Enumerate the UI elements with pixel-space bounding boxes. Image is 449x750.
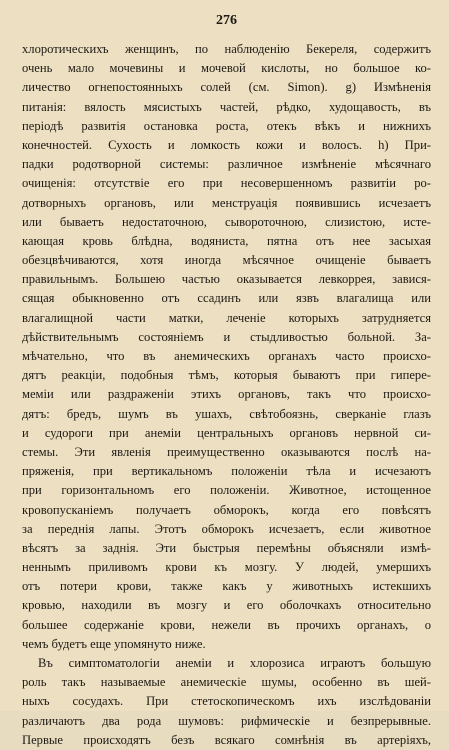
text-line: кровопусканіемъ получаетъ обморокъ, когда его повѣсятъ — [22, 502, 431, 517]
text-line: пряженія, при вертикальномъ положеніи тѣла и исчезаютъ — [22, 464, 431, 479]
text-line: дятъ: бредъ, шумъ въ ушахъ, свѣтобоязнь, сверканіе глазъ — [22, 406, 431, 421]
text-line: очищенія: отсутствіе его при несовершенномъ развитіи ро- — [22, 176, 431, 191]
text-line: обезцвѣчиваются, хотя иногда мѣсячное очищеніе бываетъ — [22, 253, 431, 268]
text-line: личество огнепостоянныхъ солей (см. Simon). g) Измѣненія — [22, 80, 431, 95]
text-line: сящая обыкновенно отъ ссадинъ или язвъ влагалища или — [22, 291, 431, 306]
text-line: конечностей. Сухость и ломкость кожи и волосъ. h) При- — [22, 137, 431, 152]
text-line: мѣчательно, что въ анемическихъ органахъ часто происхо- — [22, 349, 431, 363]
page-number: 276 — [216, 13, 237, 28]
text-line: очень мало мочевины и мочевой кислоты, но большое ко- — [22, 61, 431, 76]
text-line: отъ потери крови, также какъ у животныхъ истекшихъ — [22, 579, 431, 594]
text-line: дотворныхъ органовъ, или менструація появившись исчезаетъ — [22, 195, 431, 210]
text-line: меміи или раздраженіи этихъ органовъ, такъ что происхо- — [22, 387, 431, 402]
text-line: неннымъ приливомъ крови къ мозгу. У людей, умершихъ — [22, 560, 431, 575]
text-line: большее содержаніе крови, нежели въ прочихъ органахъ, о — [22, 617, 431, 632]
text-line: или бываетъ недостаточною, сывороточною, слизистою, исте- — [22, 214, 431, 229]
text-line: Первые происходятъ безъ всякаго сомнѣнія въ артеріяхъ, — [22, 732, 431, 747]
text-line: при горизонтальномъ его положеніи. Животное, истощенное — [22, 483, 431, 498]
text-line: дятъ реакціи, подобныя тѣмъ, которыя бываютъ при гипере- — [22, 368, 431, 383]
text-line: ныхъ сосудахъ. При стетоскопическомъ ихъ изслѣдованіи — [22, 694, 431, 709]
text-line: роль такъ называемые анемическіе шумы, особенно въ шей- — [22, 675, 431, 690]
body-text — [22, 40, 431, 750]
text-line: падки родотворной системы: различное измѣненіе мѣсячнаго — [22, 157, 431, 172]
text-line: правильнымъ. Большею частью оказывается левкоррея, завися- — [22, 272, 431, 287]
text-line: за переднія лапы. Этотъ обморокъ исчезаетъ, если животное — [22, 521, 431, 536]
text-line: Въ симптоматологіи анеміи и хлорозиса играютъ большую — [38, 656, 431, 670]
text-line: кровью, находили въ мозгу и его оболочкахъ относительно — [22, 598, 431, 613]
text-line: питанія: вялость мясистыхъ частей, рѣдко, худощавость, въ — [22, 99, 431, 114]
text-line: и судороги при анеміи центральныхъ органовъ нервной си- — [22, 425, 431, 440]
text-line: вѣсятъ за заднія. Эти быстрыя перемѣны объясняли измѣ- — [22, 540, 431, 555]
text-line: стемы. Эти явленія преимущественно оказываются послѣ на- — [22, 444, 431, 459]
text-line: кающая кровь блѣдна, водяниста, пятна отъ нее засыхая — [22, 233, 431, 248]
text-line: влагалищной части матки, леченіе которыхъ затрудняется — [22, 310, 431, 325]
text-line: чемъ будетъ еще упомянуто ниже. — [22, 636, 206, 651]
text-line: періодѣ развитія остановка роста, отекъ вѣкъ и нижнихъ — [22, 118, 431, 133]
text-line: хлоротическихъ женщинъ, по наблюденію Бекереля, содержитъ — [22, 42, 431, 56]
text-line: дѣйствительнымъ состояніемъ и стыдливостью больной. За- — [22, 329, 431, 344]
text-line: различаютъ два рода шумовъ: рифмическіе и безпрерывные. — [22, 713, 431, 728]
